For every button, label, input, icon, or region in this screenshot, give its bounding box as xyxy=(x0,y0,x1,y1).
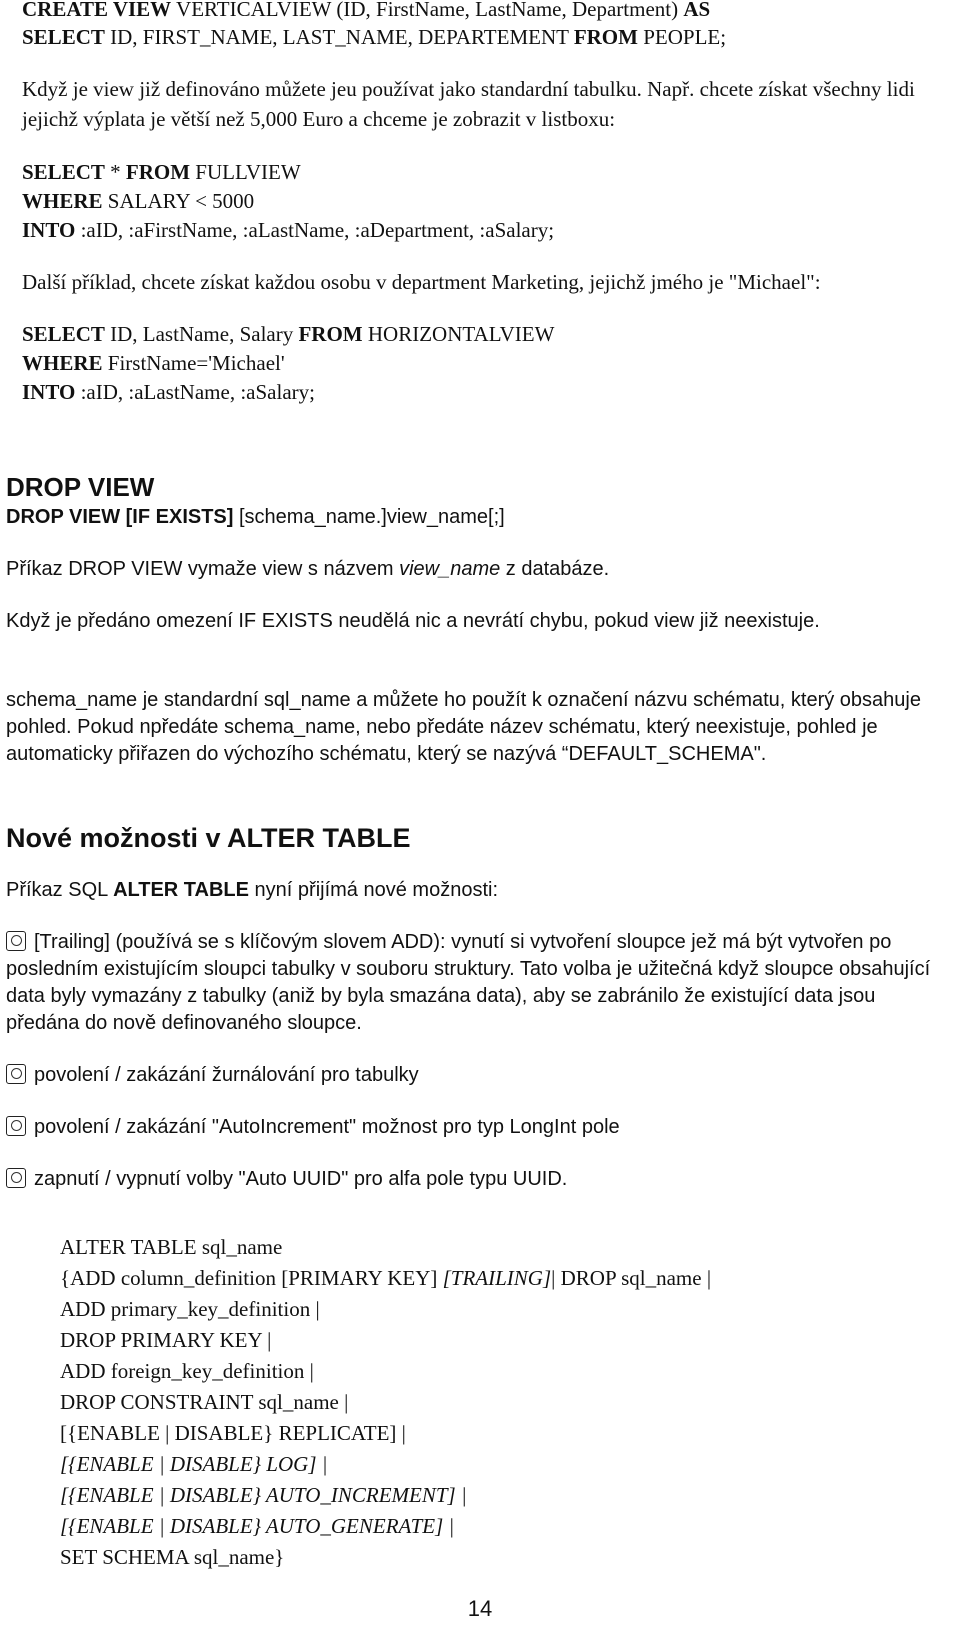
bullet-icon xyxy=(6,1064,26,1084)
syntax-line: ADD primary_key_definition | xyxy=(60,1297,320,1321)
paragraph-another-example: Další příklad, chcete získat každou osobu v department Marketing, jejichž jmého je "Michael": xyxy=(22,270,821,294)
query1-line1: SELECT * FROM FULLVIEW xyxy=(22,160,301,184)
query2-line3: INTO :aID, :aLastName, :aSalary; xyxy=(22,380,315,404)
syntax-line: DROP PRIMARY KEY | xyxy=(60,1328,272,1352)
syntax-line: {ADD column_definition [PRIMARY KEY] [TRAILING]| DROP sql_name | xyxy=(60,1266,712,1290)
drop-view-schema-name: schema_name je standardní sql_name a můžete ho použít k označení názvu schématu, který obsahuje pohled. Pokud npředáte schema_name, nebo předáte název schématu, který neexistuje, pohled je automaticky přiřazen do výchozího schématu, který se nazývá “DEFAULT_SCHEMA". xyxy=(6,689,921,765)
alter-table-intro: Příkaz SQL ALTER TABLE nyní přijímá nové možnosti: xyxy=(6,879,498,901)
bullet-autoincrement: povolení / zakázání "AutoIncrement" možnost pro typ LongInt pole xyxy=(6,1114,941,1141)
bullet-journaling: povolení / zakázání žurnálování pro tabulky xyxy=(6,1062,941,1089)
syntax-line: [{ENABLE | DISABLE} AUTO_GENERATE] | xyxy=(60,1514,455,1538)
bullet-auto-uuid: zapnutí / vypnutí volby "Auto UUID" pro alfa pole typu UUID. xyxy=(6,1166,941,1193)
syntax-line: [{ENABLE | DISABLE} AUTO_INCREMENT] | xyxy=(60,1483,467,1507)
drop-view-if-exists: Když je předáno omezení IF EXISTS neudělá nic a nevrátí chybu, pokud view již neexistuje. xyxy=(6,610,820,632)
bullet-icon xyxy=(6,931,26,951)
alter-table-syntax xyxy=(60,1232,950,1573)
drop-view-syntax: DROP VIEW [IF EXISTS] [schema_name.]view_name[;] xyxy=(6,506,505,528)
code-create-view-line1: CREATE VIEW VERTICALVIEW (ID, FirstName, LastName, Department) AS xyxy=(22,0,711,21)
drop-view-description: Příkaz DROP VIEW vymaže view s názvem view_name z databáze. xyxy=(6,558,610,580)
heading-drop-view: DROP VIEW xyxy=(6,472,155,502)
syntax-line: [{ENABLE | DISABLE} LOG] | xyxy=(60,1452,328,1476)
bullet-icon xyxy=(6,1116,26,1136)
bullet-icon xyxy=(6,1168,26,1188)
syntax-line: ALTER TABLE sql_name xyxy=(60,1235,283,1259)
syntax-line: ADD foreign_key_definition | xyxy=(60,1359,314,1383)
query2-line1: SELECT ID, LastName, Salary FROM HORIZONTALVIEW xyxy=(22,322,555,346)
heading-alter-table: Nové možnosti v ALTER TABLE xyxy=(6,823,411,853)
query2-line2: WHERE FirstName='Michael' xyxy=(22,351,285,375)
query1-line3: INTO :aID, :aFirstName, :aLastName, :aDepartment, :aSalary; xyxy=(22,218,555,242)
bullet-trailing: [Trailing] (používá se s klíčovým slovem ADD): vynutí si vytvoření sloupce jež má být vytvořen po posledním existujícím sloupci tabulky v souboru struktury. Tato volba je užitečná když sloupce obsahující data byly vymazány z tabulky (aniž by byla smazána data), aby se zabránilo že existující data jsou předána do nově definovaného sloupce. xyxy=(6,931,931,1034)
page-number: 14 xyxy=(467,1596,493,1621)
syntax-line: DROP CONSTRAINT sql_name | xyxy=(60,1390,349,1414)
query1-line2: WHERE SALARY < 5000 xyxy=(22,189,255,213)
paragraph-view-usage: Když je view již definováno můžete jeu používat jako standardní tabulku. Např. chcete získat všechny lidi jejichž výplata je větší než 5,000 Euro a chceme je zobrazit v listboxu: xyxy=(22,77,915,131)
syntax-line: SET SCHEMA sql_name} xyxy=(60,1545,285,1569)
syntax-line: [{ENABLE | DISABLE} REPLICATE] | xyxy=(60,1421,406,1445)
code-create-view-line2: SELECT ID, FIRST_NAME, LAST_NAME, DEPARTEMENT FROM PEOPLE; xyxy=(22,25,727,49)
